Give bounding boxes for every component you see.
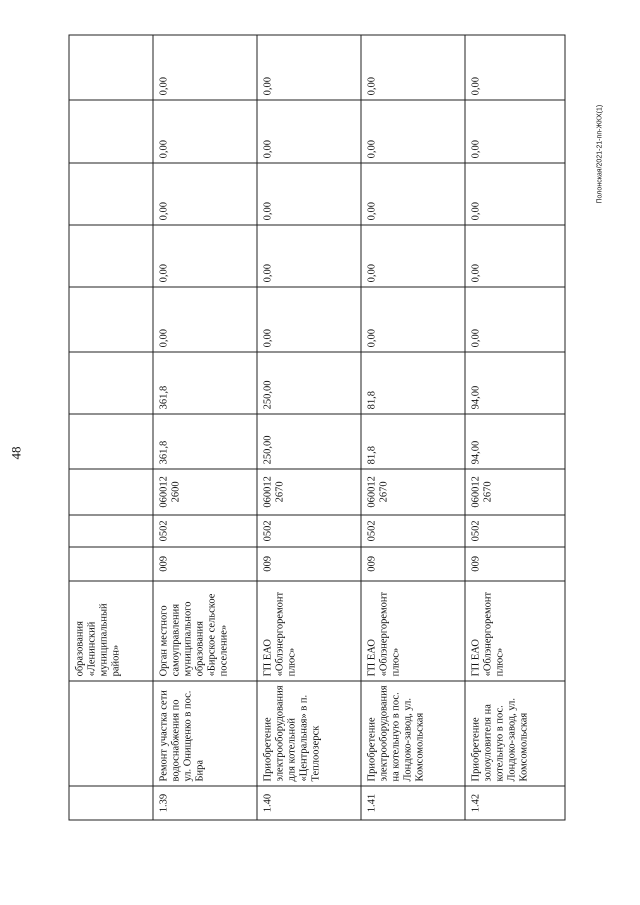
- cell-amount-3: [69, 286, 153, 351]
- table-row: [257, 34, 361, 819]
- cell-amount-2: [69, 351, 153, 413]
- cell-amount-5: 0,00: [257, 162, 361, 224]
- cell-amount-4: 0,00: [465, 224, 565, 286]
- cell-csr: 060012 2670: [361, 468, 465, 514]
- cell-name: Ремонт участка сети водоснабжения по ул. Онищенко в пос. Бира: [153, 680, 257, 785]
- cell-executor: ГП ЕАО «Облэнергоремонт плюс»: [257, 580, 361, 680]
- cell-amount-3: 0,00: [465, 286, 565, 351]
- cell-no: 1.42: [465, 786, 565, 820]
- cell-name: Приобретение электрооборудования для котельной «Центральная» в п. Теплоозерск: [257, 680, 361, 785]
- cell-amount-5: 0,00: [361, 162, 465, 224]
- cell-amount-5: [69, 162, 153, 224]
- cell-amount-6: [69, 99, 153, 162]
- cell-amount-6: 0,00: [361, 99, 465, 162]
- cell-amount-7: 0,00: [361, 34, 465, 99]
- cell-amount-7: 0,00: [465, 34, 565, 99]
- cell-amount-1: 81,8: [361, 413, 465, 468]
- cell-csr: [69, 468, 153, 514]
- cell-rz: 0502: [465, 514, 565, 546]
- cell-amount-4: 0,00: [153, 224, 257, 286]
- document-id: Полонская/2021-21-пп-ЖКХ(1): [596, 104, 603, 203]
- cell-amount-2: 361,8: [153, 351, 257, 413]
- cell-amount-3: 0,00: [361, 286, 465, 351]
- cell-csr: 060012 2670: [257, 468, 361, 514]
- cell-amount-7: 0,00: [153, 34, 257, 99]
- cell-grbs: [69, 546, 153, 580]
- cell-rz: [69, 514, 153, 546]
- cell-executor: Орган местного самоуправления муниципального образования «Бирское сельское поселение»: [153, 580, 257, 680]
- cell-grbs: 009: [153, 546, 257, 580]
- cell-amount-3: 0,00: [153, 286, 257, 351]
- table-row: [153, 34, 257, 819]
- table-row: [465, 34, 565, 819]
- cell-grbs: 009: [257, 546, 361, 580]
- cell-name: [69, 680, 153, 785]
- cell-no: 1.40: [257, 786, 361, 820]
- cell-amount-6: 0,00: [153, 99, 257, 162]
- cell-amount-3: 0,00: [257, 286, 361, 351]
- cell-rz: 0502: [257, 514, 361, 546]
- cell-amount-4: 0,00: [361, 224, 465, 286]
- cell-name: Приобретение золоуловителя на котельную в пос. Лондоко-завод, ул. Комсомольская: [465, 680, 565, 785]
- cell-no: 1.41: [361, 786, 465, 820]
- cell-amount-5: 0,00: [153, 162, 257, 224]
- cell-no: [69, 786, 153, 820]
- cell-name: Приобретение электрооборудования на котельную в пос. Лондоко-завод, ул. Комсомольская: [361, 680, 465, 785]
- cell-amount-6: 0,00: [465, 99, 565, 162]
- cell-amount-1: 94,00: [465, 413, 565, 468]
- table-row: [361, 34, 465, 819]
- cell-amount-2: 94,00: [465, 351, 565, 413]
- cell-rz: 0502: [153, 514, 257, 546]
- cell-executor: образования «Ленинский муниципальный район»: [69, 580, 153, 680]
- cell-amount-1: 361,8: [153, 413, 257, 468]
- cell-grbs: 009: [361, 546, 465, 580]
- cell-amount-1: 250,00: [257, 413, 361, 468]
- cell-csr: 060012 2670: [465, 468, 565, 514]
- cell-amount-4: [69, 224, 153, 286]
- cell-rz: 0502: [361, 514, 465, 546]
- cell-grbs: 009: [465, 546, 565, 580]
- cell-amount-4: 0,00: [257, 224, 361, 286]
- cell-amount-2: 81,8: [361, 351, 465, 413]
- cell-amount-2: 250,00: [257, 351, 361, 413]
- table-row-fragment: [69, 34, 153, 819]
- page-number: 48: [8, 446, 23, 459]
- cell-amount-1: [69, 413, 153, 468]
- cell-csr: 060012 2600: [153, 468, 257, 514]
- cell-no: 1.39: [153, 786, 257, 820]
- cell-amount-6: 0,00: [257, 99, 361, 162]
- cell-executor: ГП ЕАО «Облэнергоремонт плюс»: [465, 580, 565, 680]
- program-table: [68, 34, 565, 820]
- cell-amount-5: 0,00: [465, 162, 565, 224]
- cell-executor: ГП ЕАО «Облэнергоремонт плюс»: [361, 580, 465, 680]
- cell-amount-7: [69, 34, 153, 99]
- cell-amount-7: 0,00: [257, 34, 361, 99]
